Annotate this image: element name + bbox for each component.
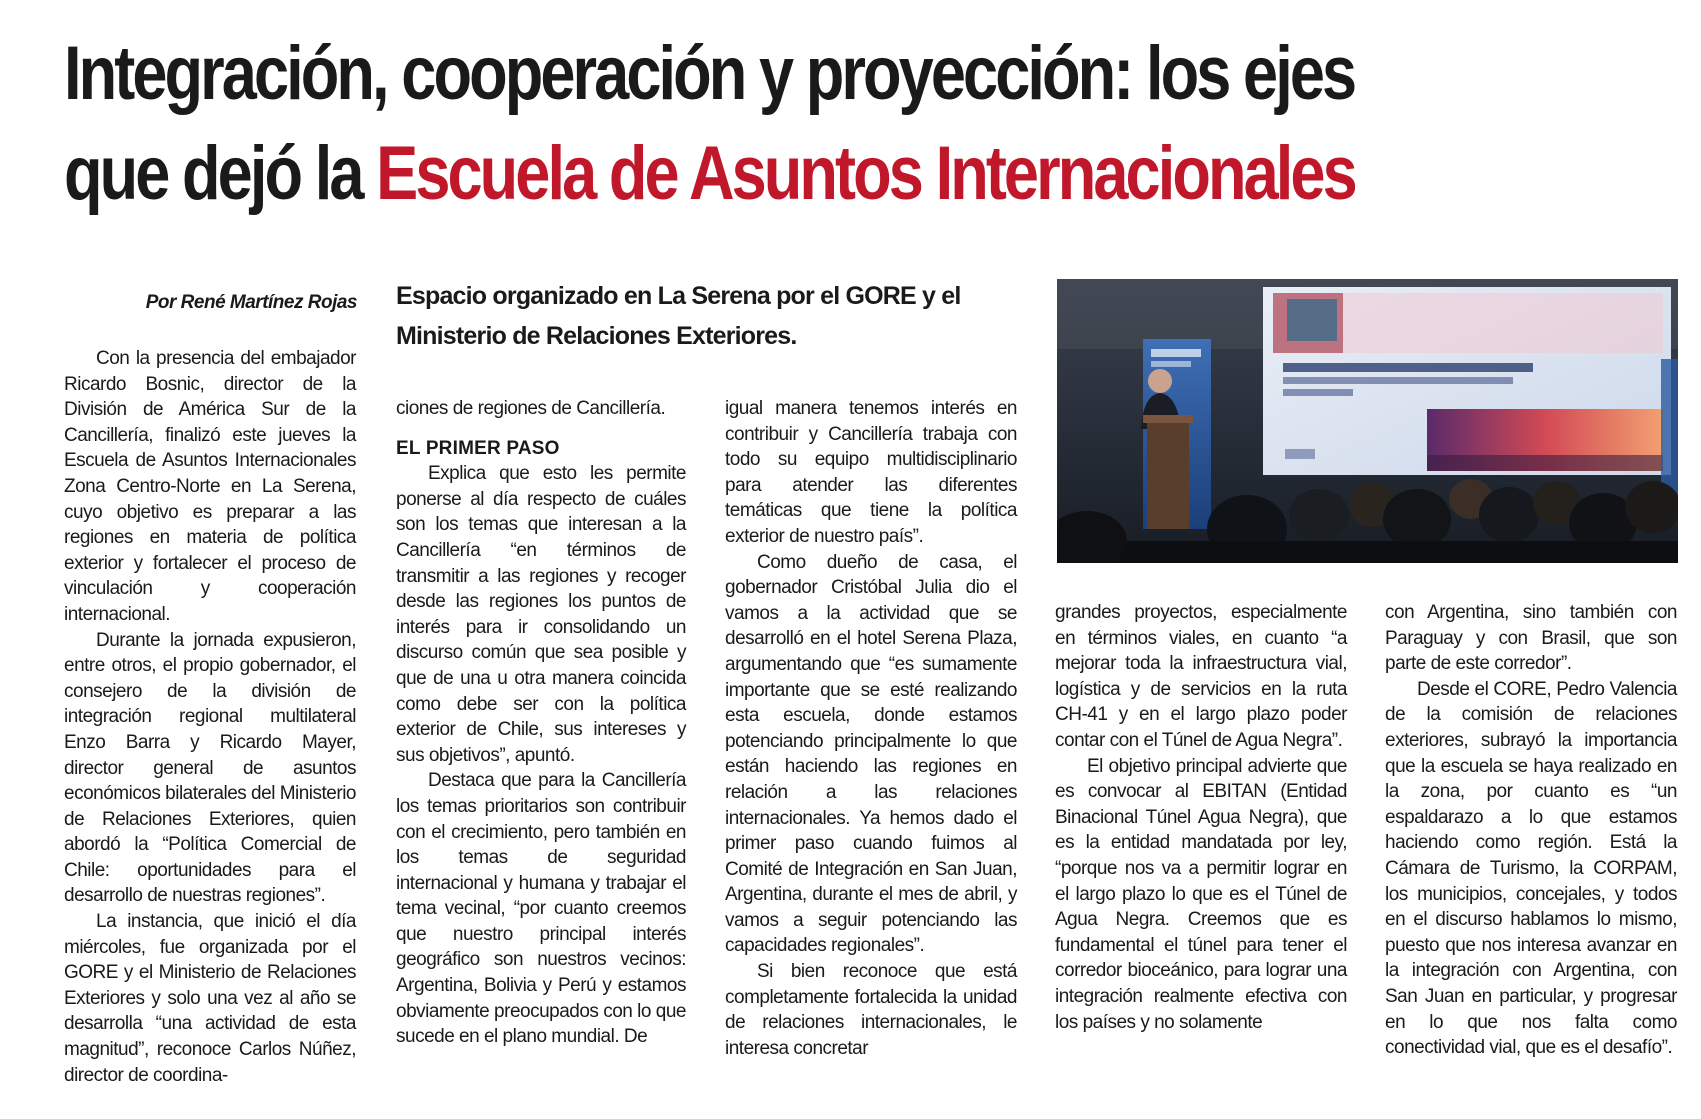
paragraph: Desde el CORE, Pedro Valencia de la comisión de relaciones exteriores, subrayó la importancia que la escuela se haya realizado en la zona, por cuanto es “un espaldarazo a lo que estamos haciendo como región. Está la Cámara de Turismo, la CORPAM, los municipios, concejales, y todos en el discurso hablamos lo mismo, puesto que nos interesa avanzar en la integración con Argentina, con San Juan en particular, y progresar en lo que nos falta como conectividad vial, que es el desafío”. <box>1385 678 1677 1059</box>
paragraph: Destaca que para la Cancillería los temas prioritarios son contribuir con el crecimiento, pero también en los temas de seguridad internacional y humana y trabajar el tema vecinal, “por cuanto creemos que nuestro principal interés geográfico son nuestros vecinos: Argentina, Bolivia y Perú y estamos obviamente preocupados con lo que sucede en el plano mundial. De <box>396 770 686 1048</box>
paragraph: Explica que esto les permite ponerse al día respecto de cuáles son los temas que interesan a la Cancillería “en términos de transmitir a las regiones y recoger desde las regiones los puntos de interés para ir consolidando un discurso común que sea posible y que de una u otra manera coincida como debe ser con la política exterior de Chile, sus intereses y sus objetivos”, apuntó. <box>396 463 686 766</box>
paragraph: Durante la jornada expusieron, entre otros, el propio gobernador, el consejero de la división de integración regional multilateral Enzo Barra y Ricardo Mayer, director general de asuntos económicos bilaterales del Ministerio de Relaciones Exteriores, quien abordó la “Política Comercial de Chile: oportunidades para el desarrollo de nuestras regiones”. <box>64 629 356 907</box>
headline-highlight: Escuela de Asuntos Internacionales <box>376 131 1355 216</box>
article-column-1 <box>64 346 356 1088</box>
article-column-3 <box>725 396 1017 1061</box>
headline-plain: que dejó la <box>64 131 377 216</box>
article-column-5 <box>1385 600 1677 1061</box>
paragraph: Si bien reconoce que está completamente fortalecida la unidad de relaciones internacionales, le interesa concretar <box>725 961 1017 1059</box>
paragraph: Con la presencia del embajador Ricardo Bosnic, director de la División de América Sur de la Cancillería, finalizó este jueves la Escuela de Asuntos Internacionales Zona Centro-Norte en La Serena, cuyo objetivo es preparar a las regiones en materia de política exterior y fortalecer el proceso de vinculación y cooperación internacional. <box>64 348 356 625</box>
paragraph: El objetivo principal advierte que es convocar al EBITAN (Entidad Binacional Túnel Agua Negra), que es la entidad mandatada por ley, “porque nos va a permitir lograr en el largo plazo lo que es el Túnel de Agua Negra. Creemos que es fundamental el túnel para tener el corredor bioceánico, para lograr una integración realmente efectiva con los países y no solamente <box>1055 755 1347 1033</box>
article-column-2 <box>396 396 686 1050</box>
headline-line-2 <box>64 131 1355 216</box>
deck-subtitle: Espacio organizado en La Serena por el GORE y el Ministerio de Relaciones Exteriores. <box>396 282 961 350</box>
paragraph: La instancia, que inició el día miércoles, fue organizada por el GORE y el Ministerio de Relaciones Exteriores y solo una vez al año se desarrolla “una actividad de esta magnitud”, reconoce Carlos Núñez, director de coordina- <box>64 911 356 1086</box>
paragraph-continued: con Argentina, sino también con Paraguay y con Brasil, que son parte de este corredor”. <box>1385 602 1677 675</box>
paragraph-continued: grandes proyectos, especialmente en términos viales, en cuanto “a mejorar toda la infraestructura vial, logística y de servicios en la ruta CH-41 y en el largo plazo poder contar con el Túnel de Agua Negra”. <box>1055 602 1347 751</box>
event-photo <box>1057 279 1678 563</box>
conference-photo-illustration <box>1057 279 1678 563</box>
paragraph: Como dueño de casa, el gobernador Cristóbal Julia dio el vamos a la actividad que se desarrolló en el hotel Serena Plaza, argumentando que “es sumamente importante que se esté realizando esta escuela, donde estamos potenciando principalmente lo que están haciendo las regiones en relación a las relaciones internacionales. Ya hemos dado el primer paso cuando fuimos al Comité de Integración en San Juan, Argentina, durante el mes de abril, y vamos a seguir potenciando las capacidades regionales”. <box>725 551 1017 957</box>
article-column-4 <box>1055 600 1347 1035</box>
headline-line-1: Integración, cooperación y proyección: los ejes <box>64 31 1355 116</box>
section-heading: EL PRIMER PASO <box>396 437 560 459</box>
paragraph-continued: ciones de regiones de Cancillería. <box>396 398 666 419</box>
paragraph-continued: igual manera tenemos interés en contribuir y Cancillería trabaja con todo su equipo multidisciplinario para atender las diferentes temáticas que tiene la política exterior de nuestro país”. <box>725 398 1017 547</box>
byline: Por René Martínez Rojas <box>145 292 357 313</box>
